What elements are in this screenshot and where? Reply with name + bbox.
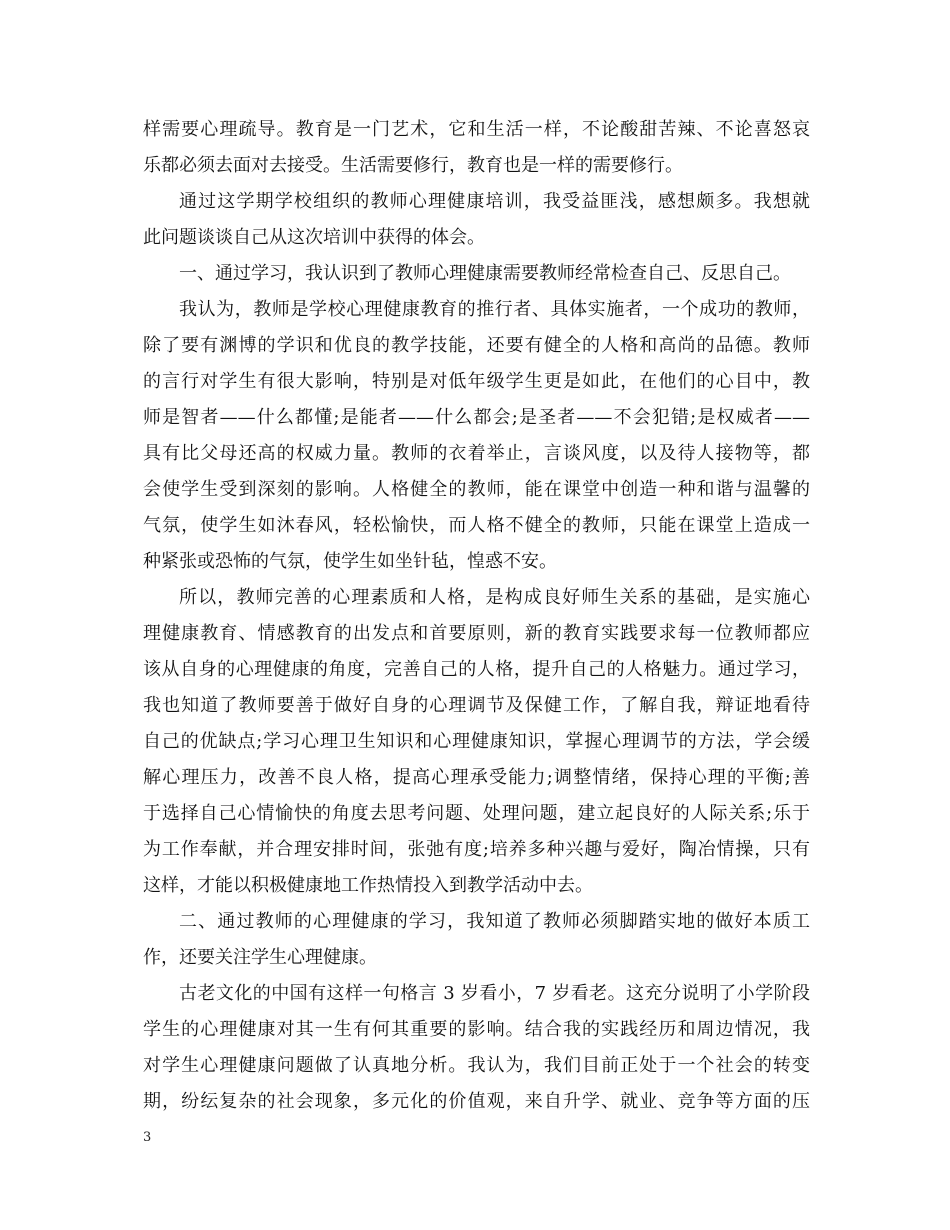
text-line: 我认为，教师是学校心理健康教育的推行者、具体实施者，一个成功的教师，: [179, 299, 810, 320]
text-line: 我也知道了教师要善于做好自身的心理调节及保健工作，了解自我，辩证地看待: [143, 695, 810, 716]
text-line: 具有比父母还高的权威力量。教师的衣着举止，言谈风度，以及待人接物等，都: [143, 443, 810, 464]
text-line: 于选择自己心情愉快的角度去思考问题、处理问题，建立起良好的人际关系;乐于: [143, 803, 810, 824]
text-line: 自己的优缺点;学习心理卫生知识和心理健康知识，掌握心理调节的方法，学会缓: [143, 731, 810, 752]
text-line: 古老文化的中国有这样一句格言 3 岁看小，7 岁看老。这充分说明了小学阶段: [179, 983, 810, 1004]
text-line: 会使学生受到深刻的影响。人格健全的教师，能在课堂中创造一种和谐与温馨的: [143, 479, 810, 500]
page-number: 3: [143, 1130, 152, 1145]
text-line: 除了要有渊博的学识和优良的教学技能，还要有健全的人格和高尚的品德。教师: [143, 335, 810, 356]
text-line: 这样，才能以积极健康地工作热情投入到教学活动中去。: [143, 875, 593, 896]
text-line: 为工作奉献，并合理安排时间，张弛有度;培养多种兴趣与爱好，陶冶情操，只有: [143, 839, 810, 860]
text-line: 作，还要关注学生心理健康。: [143, 947, 377, 968]
text-line: 的言行对学生有很大影响，特别是对低年级学生更是如此，在他们的心目中，教: [143, 371, 810, 392]
text-line: 样需要心理疏导。教育是一门艺术，它和生活一样，不论酸甜苦辣、不论喜怒哀: [143, 119, 810, 140]
text-line: 学生的心理健康对其一生有何其重要的影响。结合我的实践经历和周边情况，我: [143, 1019, 810, 1040]
text-line: 乐都必须去面对去接受。生活需要修行，教育也是一样的需要修行。: [143, 155, 683, 176]
text-line: 师是智者——什么都懂;是能者——什么都会;是圣者——不会犯错;是权威者——: [143, 407, 810, 428]
text-line: 一、通过学习，我认识到了教师心理健康需要教师经常检查自己、反思自己。: [179, 263, 791, 284]
text-line: 二、通过教师的心理健康的学习，我知道了教师必须脚踏实地的做好本质工: [179, 911, 810, 932]
text-line: 通过这学期学校组织的教师心理健康培训，我受益匪浅，感想颇多。我想就: [179, 191, 810, 212]
text-line: 种紧张或恐怖的气氛，使学生如坐针毡，惶惑不安。: [143, 551, 557, 572]
document-body: [143, 112, 810, 1120]
text-line: 解心理压力，改善不良人格，提高心理承受能力;调整情绪，保持心理的平衡;善: [143, 767, 810, 788]
text-line: 该从自身的心理健康的角度，完善自己的人格，提升自己的人格魅力。通过学习，: [143, 659, 810, 680]
text-line: 气氛，使学生如沐春风，轻松愉快，而人格不健全的教师，只能在课堂上造成一: [143, 515, 810, 536]
text-line: 对学生心理健康问题做了认真地分析。我认为，我们目前正处于一个社会的转变: [143, 1055, 810, 1076]
text-line: 所以，教师完善的心理素质和人格，是构成良好师生关系的基础，是实施心: [179, 587, 810, 608]
text-line: 此问题谈谈自己从这次培训中获得的体会。: [143, 227, 485, 248]
text-line: 期，纷纭复杂的社会现象，多元化的价值观，来自升学、就业、竞争等方面的压: [143, 1091, 810, 1112]
text-line: 理健康教育、情感教育的出发点和首要原则，新的教育实践要求每一位教师都应: [143, 623, 810, 644]
